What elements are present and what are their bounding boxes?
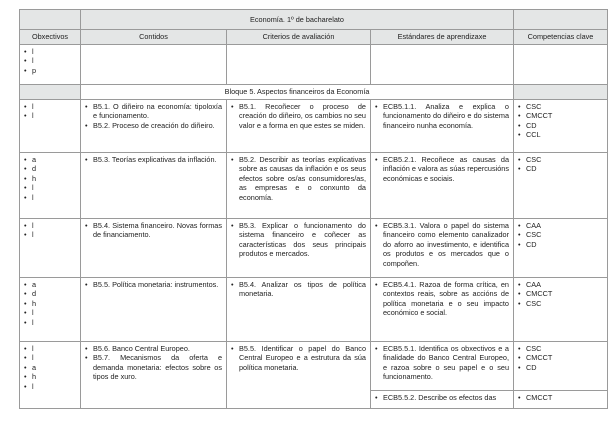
estandares-cell bbox=[371, 100, 514, 153]
list-item: • CMCCT bbox=[518, 353, 603, 362]
estandares-cell bbox=[371, 278, 514, 342]
list-item: • CD bbox=[518, 164, 603, 173]
list-item: • B5.5. Política monetaria: instrumentos. bbox=[85, 280, 222, 289]
criterios-cell bbox=[227, 219, 371, 278]
column-header: Contidos bbox=[81, 30, 227, 45]
list-item: • h bbox=[24, 174, 76, 183]
table-row bbox=[20, 100, 608, 153]
list-item: • CD bbox=[518, 240, 603, 249]
obxectivos-cell bbox=[20, 342, 81, 409]
column-header: Obxectivos bbox=[20, 30, 81, 45]
list-item: • B5.3. Explicar o funcionamento do sistema financeiro e coñecer as características dos seus principais produtos e mercados. bbox=[231, 221, 366, 259]
list-item: • CSC bbox=[518, 344, 603, 353]
table-row bbox=[20, 219, 608, 278]
header-blank-cell bbox=[514, 10, 608, 30]
competencias-cell bbox=[514, 278, 608, 342]
table-row bbox=[20, 278, 608, 342]
list-item: • l bbox=[24, 382, 76, 391]
list-item: • ECB5.5.2. Describe os efectos das bbox=[375, 393, 509, 402]
list-item: • ECB5.1.1. Analiza e explica o funcionamento do diñeiro e do sistema financeiro nunha economía. bbox=[375, 102, 509, 130]
contidos-cell bbox=[81, 342, 227, 409]
list-item: • B5.5. Identificar o papel do Banco Central Europeo e a estrutura da súa política monetaria. bbox=[231, 344, 366, 372]
list-item: • CD bbox=[518, 363, 603, 372]
obxectivos-cell bbox=[20, 219, 81, 278]
list-item: • l bbox=[24, 193, 76, 202]
contidos-cell bbox=[81, 219, 227, 278]
empty-cell bbox=[81, 45, 227, 85]
competencias-cell bbox=[514, 153, 608, 219]
contidos-cell bbox=[81, 153, 227, 219]
list-item: • B5.2. Describir as teorías explicativas sobre as causas da inflación e os seus efectos sobre os/as consumidores/as, as empresas e o conxunto da economía. bbox=[231, 155, 366, 202]
list-item: • B5.7. Mecanismos da oferta e demanda monetaria: efectos sobre os tipos de xuro. bbox=[85, 353, 222, 381]
curriculum-table bbox=[19, 9, 608, 409]
empty-cell bbox=[371, 45, 514, 85]
list-item: • CMCCT bbox=[518, 289, 603, 298]
list-item: • CSC bbox=[518, 230, 603, 239]
table-title: Economía. 1º de bacharelato bbox=[81, 10, 514, 30]
contidos-cell bbox=[81, 100, 227, 153]
list-item: • ECB5.2.1. Recoñece as causas da inflación e valora as súas repercusións económicas e sociais. bbox=[375, 155, 509, 183]
estandares-cell bbox=[371, 391, 514, 409]
list-item: • l bbox=[24, 308, 76, 317]
criterios-cell bbox=[227, 278, 371, 342]
list-item: • d bbox=[24, 289, 76, 298]
list-item: • CAA bbox=[518, 280, 603, 289]
list-item: • ECB5.3.1. Valora o papel do sistema financeiro como elemento canalizador do aforro ao investimento, e identifica os produtos e os mercados que o compoñen. bbox=[375, 221, 509, 268]
list-item: • B5.4. Analizar os tipos de política monetaria. bbox=[231, 280, 366, 299]
list-item: • ECB5.4.1. Razoa de forma crítica, en contextos reais, sobre as accións de política monetaria e o seu impacto económico e social. bbox=[375, 280, 509, 318]
list-item: • CSC bbox=[518, 102, 603, 111]
competencias-cell bbox=[514, 391, 608, 409]
table-row bbox=[20, 153, 608, 219]
list-item: • B5.2. Proceso de creación do diñeiro. bbox=[85, 121, 222, 130]
estandares-cell bbox=[371, 342, 514, 391]
list-item: • a bbox=[24, 280, 76, 289]
list-item: • l bbox=[24, 353, 76, 362]
list-item: • B5.4. Sistema financeiro. Novas formas de financiamento. bbox=[85, 221, 222, 240]
list-item: • p bbox=[24, 66, 76, 75]
estandares-cell bbox=[371, 153, 514, 219]
list-item: • CMCCT bbox=[518, 111, 603, 120]
list-item: • CSC bbox=[518, 299, 603, 308]
obxectivos-cell bbox=[20, 100, 81, 153]
list-item: • h bbox=[24, 372, 76, 381]
competencias-cell bbox=[514, 100, 608, 153]
list-item: • B5.1. O diñeiro na economía: tipoloxía e funcionamento. bbox=[85, 102, 222, 121]
list-item: • B5.6. Banco Central Europeo. bbox=[85, 344, 222, 353]
list-item: • a bbox=[24, 363, 76, 372]
column-header: Estándares de aprendizaxe bbox=[371, 30, 514, 45]
obxectivos-cell bbox=[20, 278, 81, 342]
list-item: • l bbox=[24, 47, 76, 56]
block-blank-cell bbox=[20, 85, 81, 100]
list-item: • ECB5.5.1. Identifica os obxectivos e a finalidade do Banco Central Europeo, e razoa sobre o seu papel e o seu funcionamento. bbox=[375, 344, 509, 382]
list-item: • CCL bbox=[518, 130, 603, 139]
list-item: • B5.1. Recoñecer o proceso de creación do diñeiro, os cambios no seu valor e a forma en que estes se miden. bbox=[231, 102, 366, 130]
table-row bbox=[20, 45, 608, 85]
list-item: • l bbox=[24, 318, 76, 327]
list-item: • l bbox=[24, 102, 76, 111]
list-item: • a bbox=[24, 155, 76, 164]
list-item: • h bbox=[24, 299, 76, 308]
empty-cell bbox=[514, 45, 608, 85]
competencias-cell bbox=[514, 219, 608, 278]
criterios-cell bbox=[227, 100, 371, 153]
list-item: • l bbox=[24, 56, 76, 65]
competencias-cell bbox=[514, 342, 608, 391]
obxectivos-cell bbox=[20, 153, 81, 219]
list-item: • l bbox=[24, 221, 76, 230]
list-item: • CAA bbox=[518, 221, 603, 230]
list-item: • l bbox=[24, 344, 76, 353]
estandares-cell bbox=[371, 219, 514, 278]
list-item: • B5.3. Teorías explicativas da inflación. bbox=[85, 155, 222, 164]
list-item: • l bbox=[24, 230, 76, 239]
list-item: • CD bbox=[518, 121, 603, 130]
criterios-cell bbox=[227, 342, 371, 409]
column-header: Criterios de avaliación bbox=[227, 30, 371, 45]
list-item: • l bbox=[24, 111, 76, 120]
block-title: Bloque 5. Aspectos financeiros da Economía bbox=[81, 85, 514, 100]
column-header: Competencias clave bbox=[514, 30, 608, 45]
contidos-cell bbox=[81, 278, 227, 342]
list-item: • CSC bbox=[518, 155, 603, 164]
list-item: • CMCCT bbox=[518, 393, 603, 402]
criterios-cell bbox=[227, 153, 371, 219]
block-blank-cell bbox=[514, 85, 608, 100]
list-item: • l bbox=[24, 183, 76, 192]
empty-cell bbox=[227, 45, 371, 85]
table-row bbox=[20, 342, 608, 391]
obxectivos-cell bbox=[20, 45, 81, 85]
header-blank-cell bbox=[20, 10, 81, 30]
list-item: • d bbox=[24, 164, 76, 173]
